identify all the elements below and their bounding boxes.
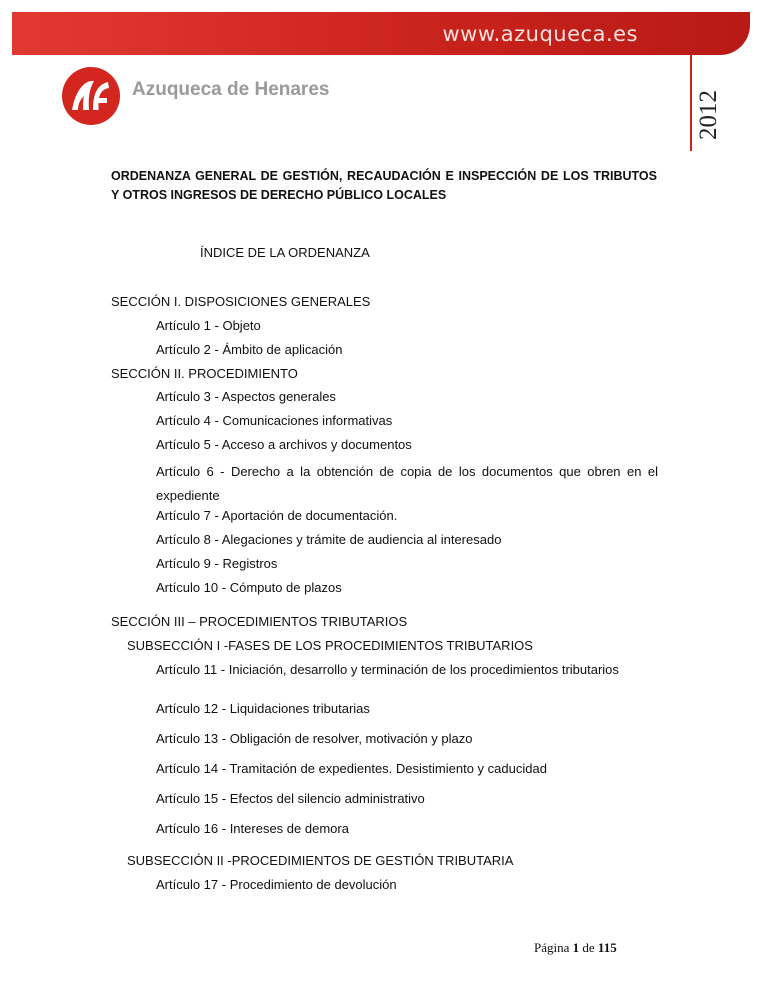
page-label: Página xyxy=(534,940,570,955)
article-item: Artículo 3 - Aspectos generales xyxy=(156,389,336,404)
subsection-heading: SUBSECCIÓN II -PROCEDIMIENTOS DE GESTIÓN TRIBUTARIA xyxy=(127,853,514,868)
article-item: Artículo 6 - Derecho a la obtención de copia de los documentos que obren en el expediente xyxy=(156,464,658,503)
article-item: Artículo 4 - Comunicaciones informativas xyxy=(156,413,393,428)
website-url[interactable]: www.azuqueca.es xyxy=(442,22,638,46)
section-heading: SECCIÓN I. DISPOSICIONES GENERALES xyxy=(111,294,371,309)
article-item: Artículo 12 - Liquidaciones tributarias xyxy=(156,701,370,716)
header-banner xyxy=(12,12,750,55)
article-item: Artículo 7 - Aportación de documentación. xyxy=(156,508,398,523)
logo-text: Azuqueca de Henares xyxy=(132,79,330,100)
article-item: Artículo 16 - Intereses de demora xyxy=(156,821,349,836)
subsection-heading: SUBSECCIÓN I -FASES DE LOS PROCEDIMIENTOS TRIBUTARIOS xyxy=(127,638,533,653)
year-label: 2012 xyxy=(695,90,722,140)
article-item: Artículo 11 - Iniciación, desarrollo y terminación de los procedimientos tributarios xyxy=(156,662,619,677)
section-heading: SECCIÓN II. PROCEDIMIENTO xyxy=(111,366,298,381)
azuqueca-logo-icon xyxy=(60,66,122,126)
page-number-footer xyxy=(534,940,617,956)
article-item: Artículo 9 - Registros xyxy=(156,556,278,571)
page-number: 1 xyxy=(572,940,580,955)
article-item: Artículo 2 - Ámbito de aplicación xyxy=(156,342,343,357)
article-item: Artículo 17 - Procedimiento de devolución xyxy=(156,877,397,892)
article-item: Artículo 1 - Objeto xyxy=(156,318,261,333)
article-item: Artículo 15 - Efectos del silencio administrativo xyxy=(156,791,425,806)
document-title: ORDENANZA GENERAL DE GESTIÓN, RECAUDACIÓN E INSPECCIÓN DE LOS TRIBUTOS Y OTROS INGRESOS DE DERECHO PÚBLICO LOCALES xyxy=(111,169,657,202)
total-pages: 115 xyxy=(597,940,617,955)
article-item: Artículo 5 - Acceso a archivos y documentos xyxy=(156,437,412,452)
of-label: de xyxy=(582,940,595,955)
section-heading: SECCIÓN III – PROCEDIMIENTOS TRIBUTARIOS xyxy=(111,614,408,629)
article-item: Artículo 14 - Tramitación de expedientes. Desistimiento y caducidad xyxy=(156,761,547,776)
article-item: Artículo 13 - Obligación de resolver, motivación y plazo xyxy=(156,731,473,746)
article-item: Artículo 10 - Cómputo de plazos xyxy=(156,580,342,595)
article-item: Artículo 8 - Alegaciones y trámite de audiencia al interesado xyxy=(156,532,502,547)
index-title: ÍNDICE DE LA ORDENANZA xyxy=(200,245,370,260)
